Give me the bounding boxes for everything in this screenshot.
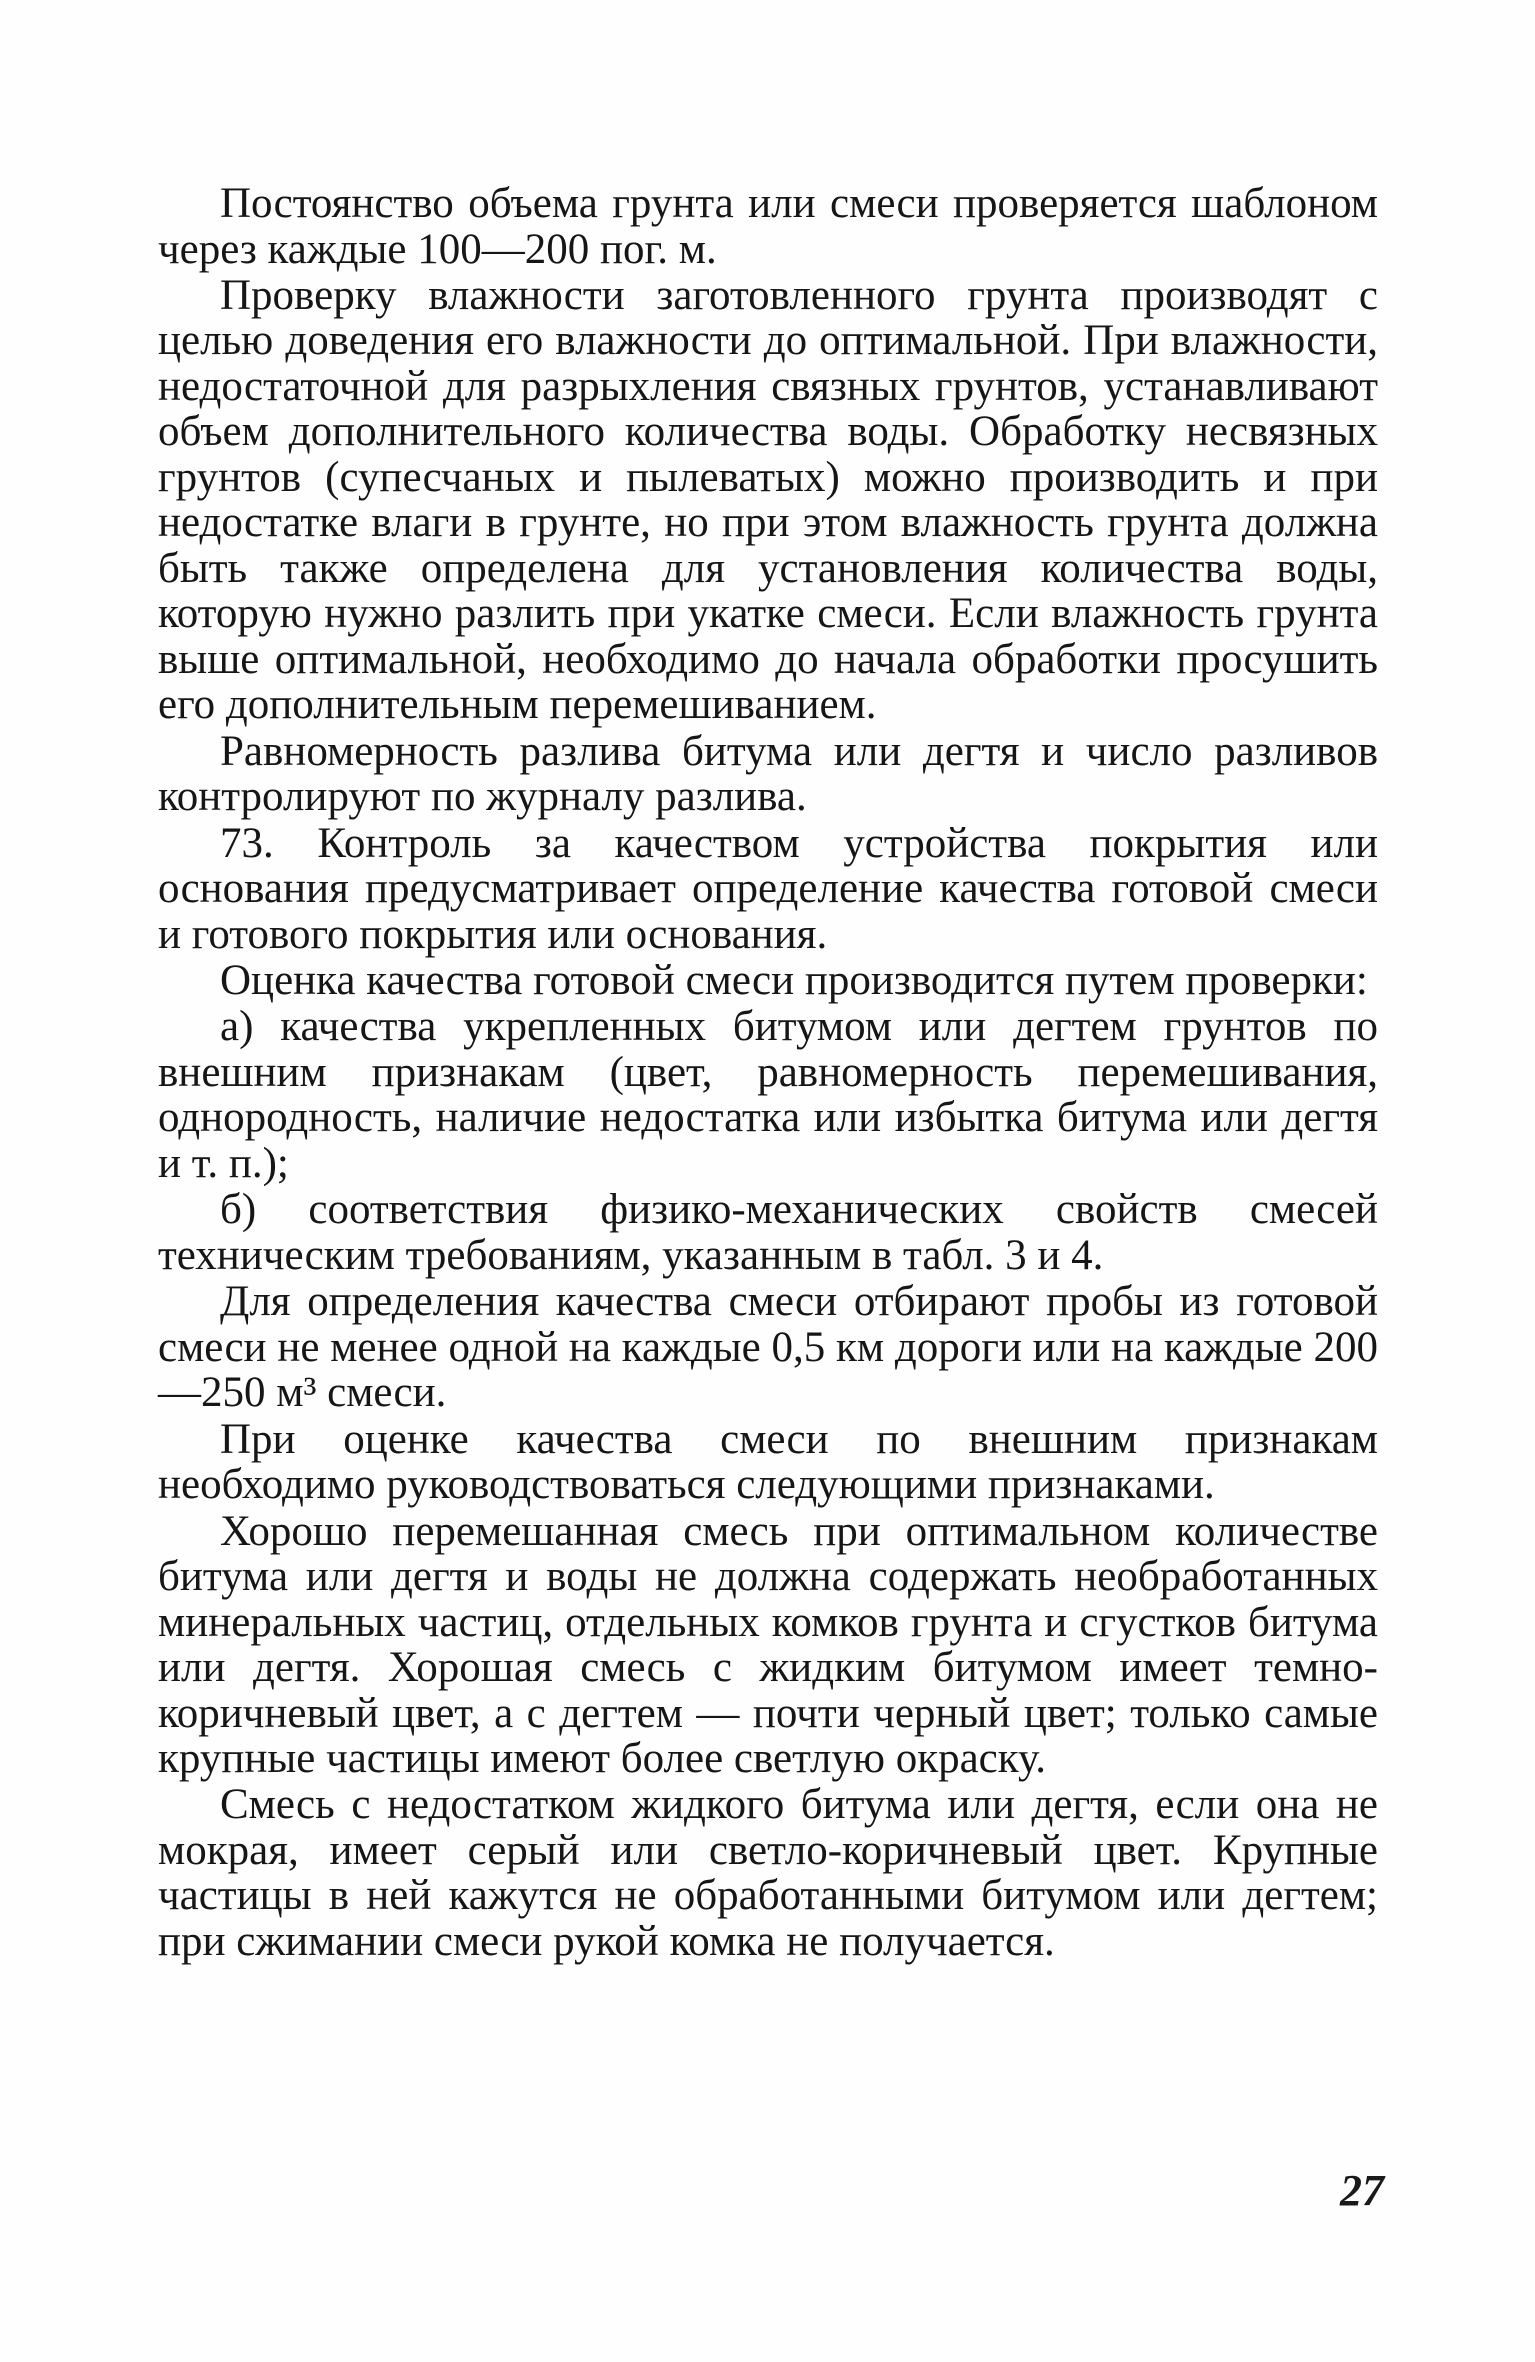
- paragraph-template-check: Постоянство объема грунта или смеси проверяется шаблоном через каждые 100—200 пог. м.: [158, 180, 1378, 273]
- paragraph-section-73: 73. Контроль за качеством устройства покрытия или основания предусматривает определение качества готовой смеси и готового покрытия или основания.: [158, 819, 1378, 958]
- paragraph-deficient-mix: Смесь с недостатком жидкого битума или дегтя, если она не мокрая, имеет серый или светло-коричневый цвет. Крупные частицы в ней кажутся не обработанными битумом или дегтем; при сжимании смеси рукой комка не получается.: [158, 1781, 1378, 1965]
- paragraph-moisture-check: Проверку влажности заготовленного грунта производят с целью доведения его влажности до оптимальной. При влажности, недостаточной для разрыхления связных грунтов, устанавливают объем дополнительного количества воды. Обработку несвязных грунтов (супесчаных и пылеватых) можно производить и при недостатке влаги в грунте, но при этом влажность грунта должна быть также определена для установления количества воды, которую нужно разлить при укатке смеси. Если влажность грунта выше оптимальной, необходимо до начала обработки просушить его дополнительным перемешиванием.: [158, 271, 1378, 729]
- body-text: [158, 181, 1378, 1965]
- paragraph-spreading-control: Равномерность разлива битума или дегтя и число разливов контролируют по журналу разлива.: [158, 727, 1378, 821]
- paragraph-good-mix: Хорошо перемешанная смесь при оптимальном количестве битума или дегтя и воды не должна содержать необработанных минеральных частиц, отдельных комков грунта и сгустков битума или дегтя. Хорошая смесь с жидким битумом имеет темно-коричневый цвет, а с дегтем — почти черный цвет; только самые крупные частицы имеют более светлую окраску.: [158, 1507, 1378, 1783]
- paragraph-visual-signs: При оценке качества смеси по внешним признакам необходимо руководствоваться следующими признаками.: [158, 1415, 1378, 1509]
- paragraph-sampling: Для определения качества смеси отбирают пробы из готовой смеси не менее одной на каждые 0,5 км дороги или на каждые 200—250 м³ смеси.: [158, 1278, 1378, 1417]
- page-number: 27: [1340, 2166, 1384, 2215]
- list-item-a: а) качества укрепленных битумом или дегтем грунтов по внешним признакам (цвет, равномерность перемешивания, однородность, наличие недостатка или избытка битума или дегтя и т. п.);: [158, 1003, 1378, 1187]
- paragraph-quality-evaluation: Оценка качества готовой смеси производится путем проверки:: [220, 957, 1368, 1005]
- list-item-b: б) соответствия физико-механических свойств смесей техническим требованиям, указанным в табл. 3 и 4.: [158, 1186, 1378, 1279]
